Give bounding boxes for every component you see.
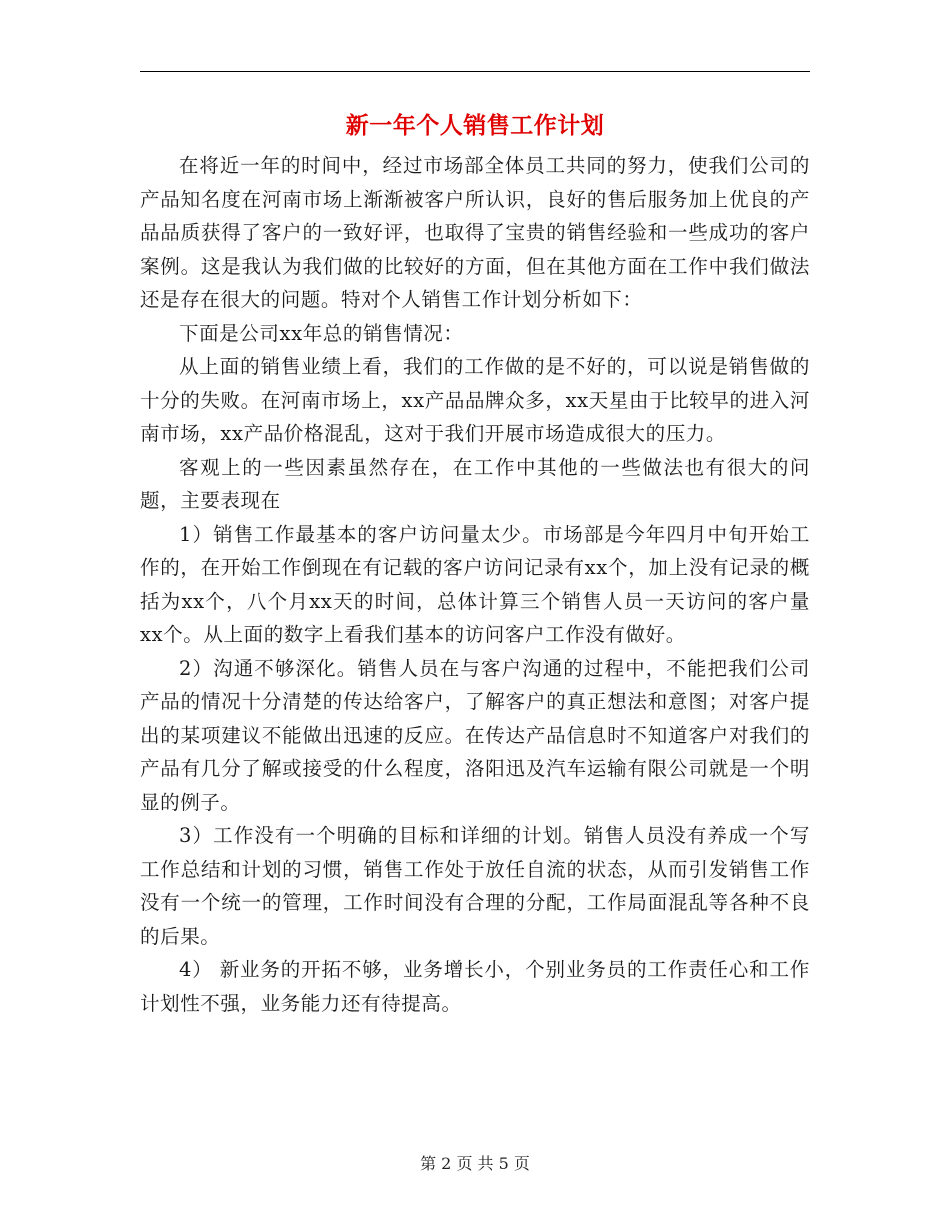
paragraph: 3）工作没有一个明确的目标和详细的计划。销售人员没有养成一个写工作总结和计划的习惯，销售工作处于放任自流的状态，从而引发销售工作没有一个统一的管理，工作时间没有合理的分配，工作局面混乱等各种不良的后果。 [140, 824, 810, 948]
paragraph: 1）销售工作最基本的客户访问量太少。市场部是今年四月中旬开始工作的，在开始工作倒现在有记载的客户访问记录有xx个，加上没有记录的概括为xx个，八个月xx天的时间，总体计算三个销售人员一天访问的客户量xx个。从上面的数字上看我们基本的访问客户工作没有做好。 [140, 522, 810, 646]
document-title: 新一年个人销售工作计划 [345, 113, 605, 139]
paragraph: 在将近一年的时间中，经过市场部全体员工共同的努力，使我们公司的产品知名度在河南市场上渐渐被客户所认识，良好的售后服务加上优良的产品品质获得了客户的一致好评，也取得了宝贵的销售经验和一些成功的客户案例。这是我认为我们做的比较好的方面，但在其他方面在工作中我们做法还是存在很大的问题。特对个人销售工作计划分析如下： [140, 154, 810, 311]
page-footer [0, 1152, 950, 1176]
paragraph: 下面是公司xx年总的销售情况： [179, 321, 464, 345]
header-rule [140, 71, 810, 72]
document-body [140, 149, 810, 1020]
paragraph: 2）沟通不够深化。销售人员在与客户沟通的过程中，不能把我们公司产品的情况十分清楚的传达给客户，了解客户的真正想法和意图；对客户提出的某项建议不能做出迅速的反应。在传达产品信息时不知道客户对我们的产品有几分了解或接受的什么程度，洛阳迅及汽车运输有限公司就是一个明显的例子。 [140, 656, 810, 814]
paragraph: 客观上的一些因素虽然存在，在工作中其他的一些做法也有很大的问题，主要表现在 [140, 455, 810, 512]
page-number-label: 第 2 页 共 5 页 [420, 1154, 530, 1173]
paragraph: 4） 新业务的开拓不够，业务增长小，个别业务员的工作责任心和工作计划性不强，业务能力还有待提高。 [140, 958, 810, 1015]
paragraph: 从上面的销售业绩上看，我们的工作做的是不好的，可以说是销售做的十分的失败。在河南市场上，xx产品品牌众多，xx天星由于比较早的进入河南市场，xx产品价格混乱，这对于我们开展市场造成很大的压力。 [140, 355, 810, 445]
